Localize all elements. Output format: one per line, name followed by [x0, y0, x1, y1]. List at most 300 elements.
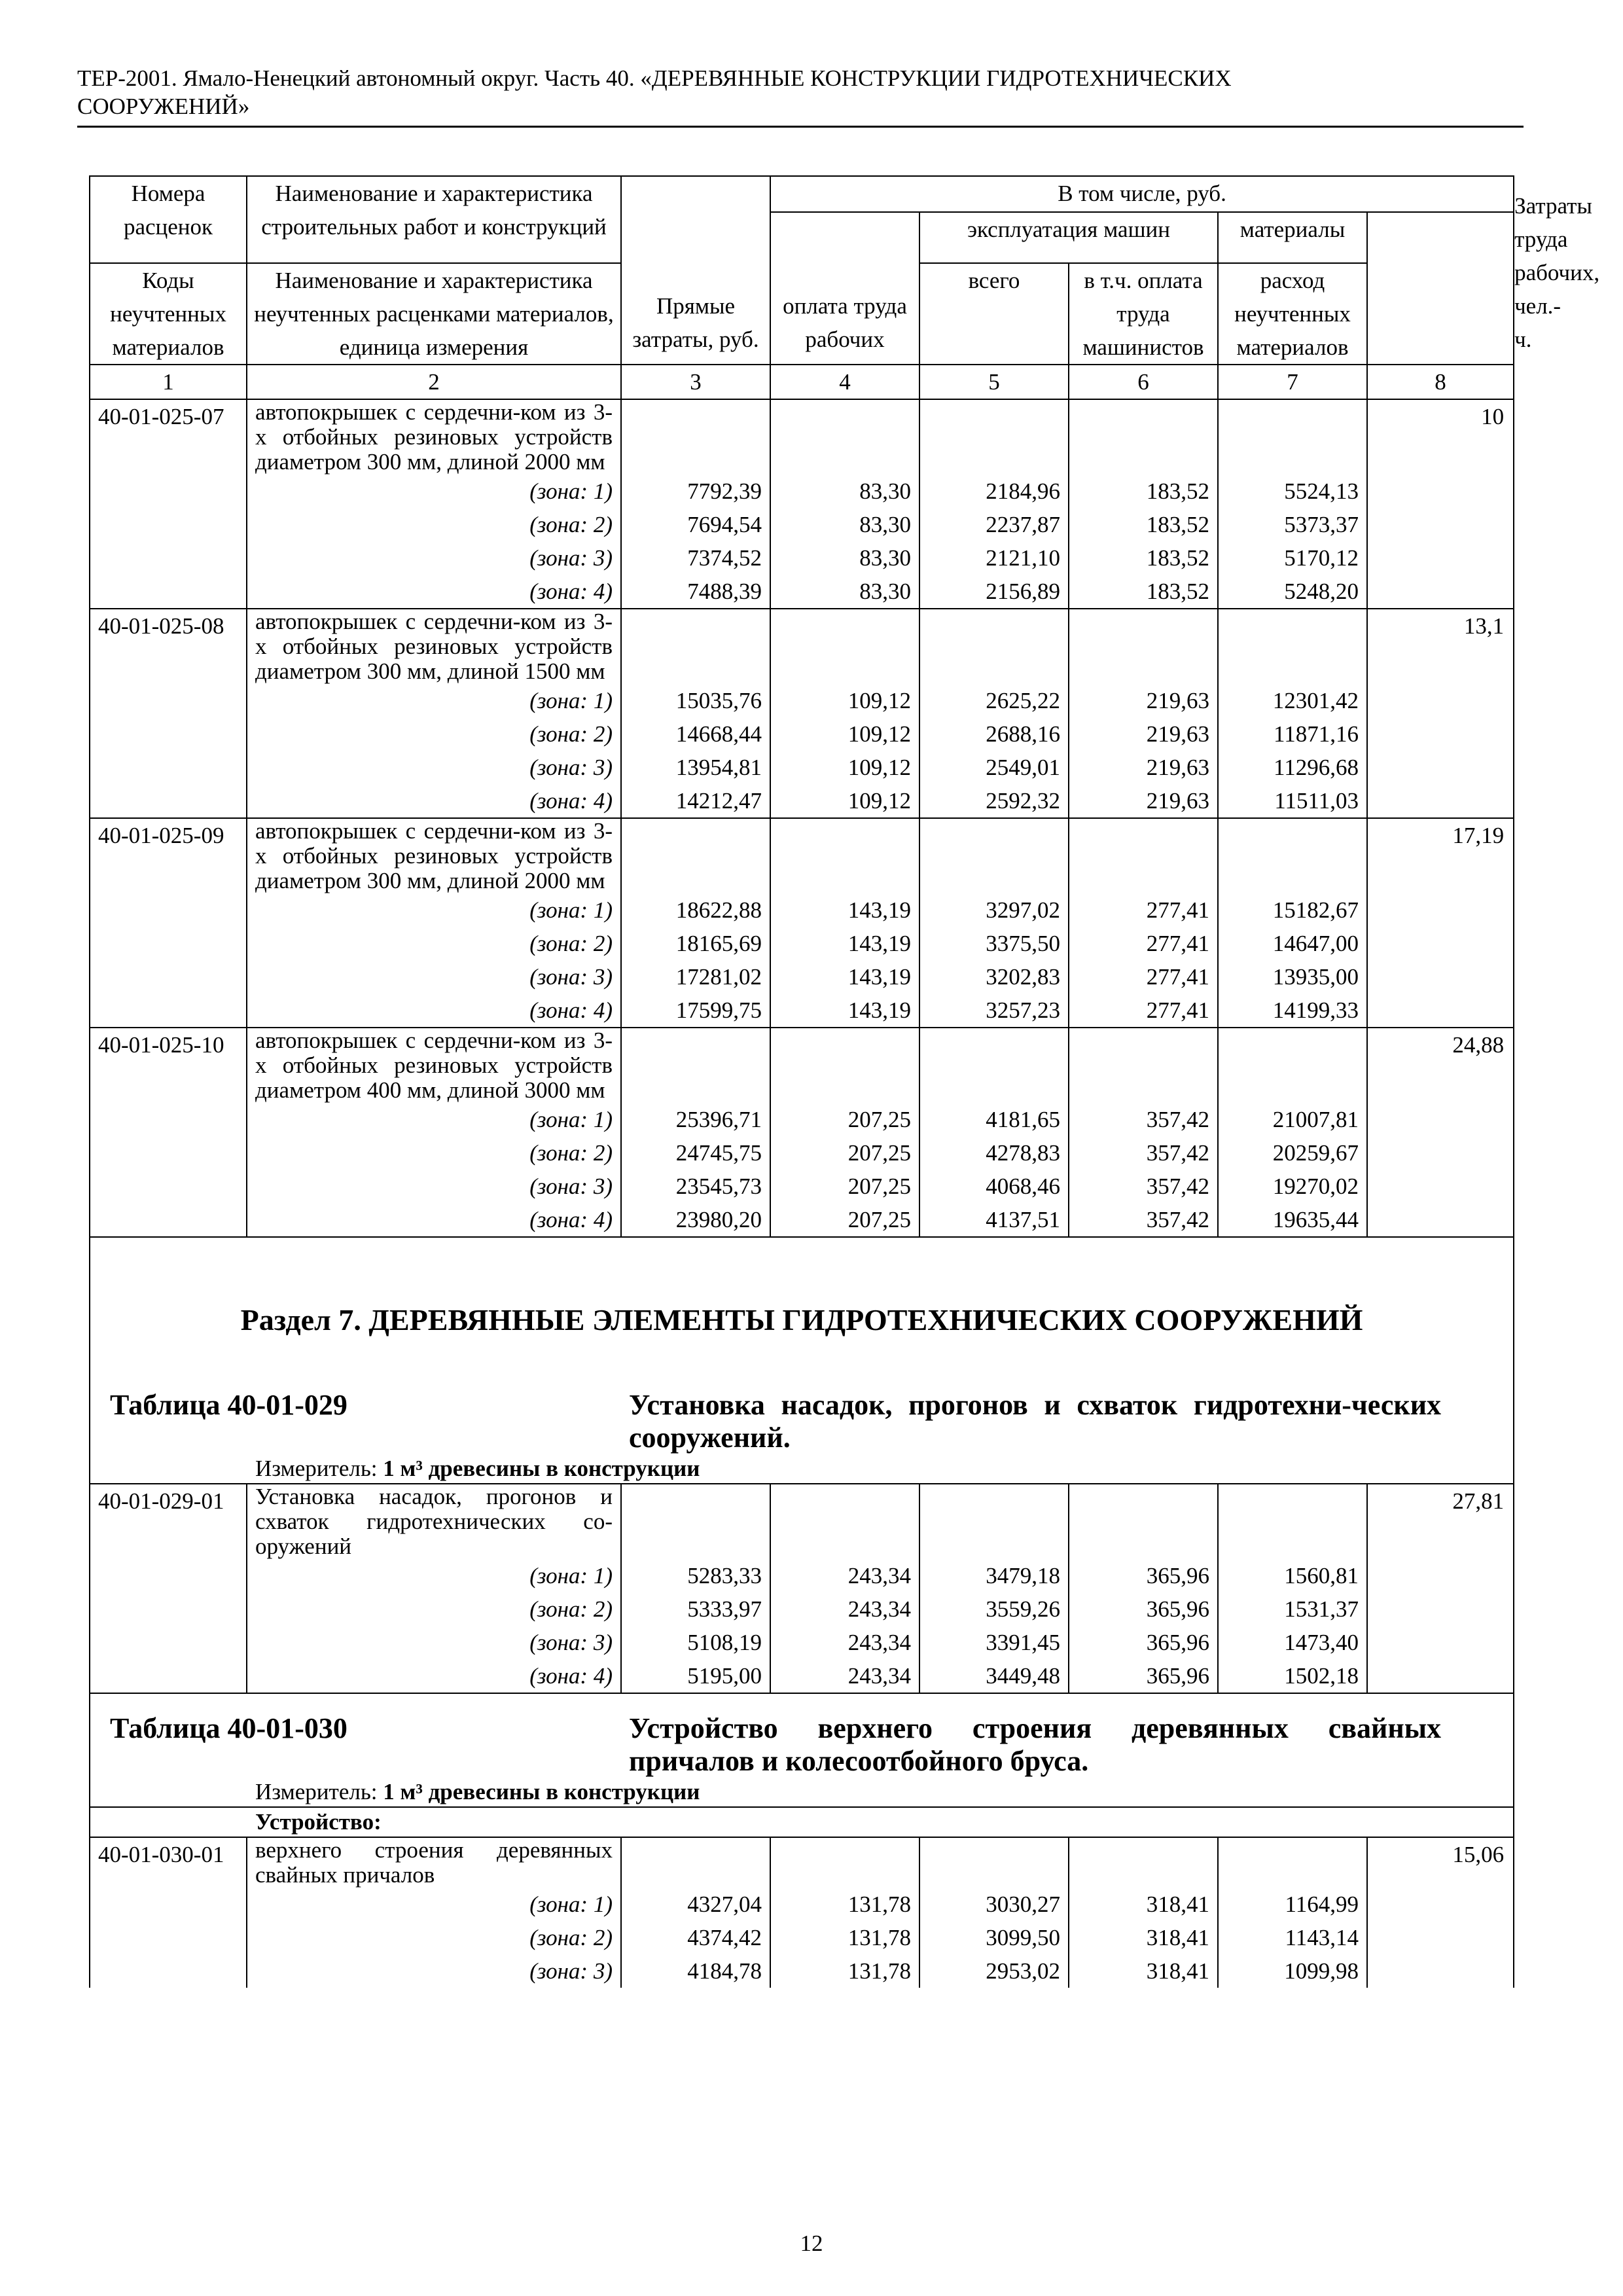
empty-cell — [1367, 784, 1514, 818]
zone-label: (зона: 3) — [247, 1954, 621, 1988]
zone-label: (зона: 3) — [247, 751, 621, 784]
empty-cell — [1069, 609, 1218, 684]
machines-header: эксплуатация машин — [919, 212, 1218, 263]
value-cell: 5108,19 — [621, 1626, 770, 1659]
empty-cell — [1367, 475, 1514, 508]
value-cell: 207,25 — [770, 1203, 919, 1237]
empty-cell — [90, 893, 247, 927]
value-cell: 15035,76 — [621, 684, 770, 717]
empty-cell — [90, 1559, 247, 1592]
value-cell: 3099,50 — [919, 1921, 1069, 1954]
value-cell: 24745,75 — [621, 1136, 770, 1170]
table-030-subheading: Устройство: — [255, 1809, 382, 1835]
value-cell: 131,78 — [770, 1888, 919, 1921]
rate-row — [90, 1484, 1514, 1559]
zone-row — [90, 994, 1514, 1028]
value-cell: 1502,18 — [1218, 1659, 1367, 1693]
labor-cost: 13,1 — [1367, 609, 1514, 684]
empty-cell — [90, 541, 247, 575]
empty-cell — [1218, 1484, 1367, 1559]
zone-row — [90, 960, 1514, 994]
zone-row — [90, 717, 1514, 751]
rate-description: автопокрышек с сердечни-ком из 3-х отбойных резиновых устройств диаметром 300 мм, длиной 2000 мм — [247, 818, 621, 893]
value-cell: 207,25 — [770, 1170, 919, 1203]
value-cell: 1560,81 — [1218, 1559, 1367, 1592]
empty-cell — [770, 399, 919, 475]
value-cell: 318,41 — [1069, 1954, 1218, 1988]
zone-label: (зона: 2) — [247, 1592, 621, 1626]
rates-table: Номера расценок Наименование и характеристика строительных работ и конструкций Прямые затраты, руб. В том числе, руб. Затраты труда рабочих, чел.-ч. оплата труда рабочих эксплуатация машин материалы Коды неучтенных материалов Наименование и характеристика неучтенных расценками материалов, единица измерения всего в т.ч. оплата труда машинистов расход неучтенных материалов 1 2 3 4 5 6 7 8 40-01-025-07 автопокрышек с сердечни-ком из 3-х отбойных резиновых устройств диаметром 300 мм, длиной 2000 мм 10 (зона: 1) 7792,39 83,30 2184,96 183,52 5524,13 (зона: 2) 7694,54 83,30 2237,87 183,52 5373,37 (зона: 3) 7374,52 83,30 2121,10 183,52 5170,12 (зона: 4) 7488,39 83,30 2156,89 183,52 5248,20 40-01-025-08 автопокрышек с сердечни-ком из 3-х отбойных резиновых устройств диаметром 300 мм, длиной 1500 мм 13,1 (зона: 1) 15035,76 109,12 2625,22 219,63 12301,42 (зона: 2) 14668,44 109,12 2688,16 219,63 11871,16 (зона: 3) 13954,81 109,12 2549,01 219,63 11296,68 (зона: 4) 14212,47 109,12 2592,32 219,63 11511,03 40-01-025-09 автопокрышек с сердечни-ком из 3-х отбойных резиновых устройств диаметром 300 мм, длиной 2000 мм 17,19 (зона: 1) 18622,88 143,19 3297,02 277,41 15182,67 (зона: 2) 18165,69 143,19 3375,50 277,41 14647,00 (зона: 3) 17281,02 143,19 3202,83 277,41 13935,00 (зона: 4) 17599,75 143,19 3257,23 277,41 14199,33 40-01-025-10 автопокрышек с сердечни-ком из 3-х отбойных резиновых устройств диаметром 400 мм, длиной 3000 мм 24,88 (зона: 1) 25396,71 207,25 4181,65 357,42 21007,81 (зона: 2) 24745,75 207,25 4278,83 357,42 20259,67 (зона: 3) 23545,73 207,25 4068,46 357,42 19270,02 (зона: 4) 23980,20 207,25 4137,51 357,42 19635,44 Раздел 7. ДЕРЕВЯННЫЕ ЭЛЕМЕНТЫ ГИДРОТЕХНИЧЕСКИХ СООРУЖЕНИЙ Таблица 40-01-029 Установка насадок, прогонов и схваток гидротехни-ческих сооружений. Измеритель: 1 м³ древесины в конструкции 40-01-029-01 Установка насадок, прогонов и схваток гидротехнических со-оружений 27,81 (зона: 1) 5283,33 243,34 3479,18 365,96 1560,81 (зона: 2) 5333,97 243,34 3559,26 365,96 1531,37 (зона: 3) 5108,19 243,34 3391,45 365,96 1473,40 (зона: 4) 5195,00 243,34 3449,48 365,96 1502,18 Таблица 40-01-030 Устройство верхнего строения деревянных свайных причалов и колесоотбойного бруса. Измеритель: 1 м³ древесины в конструкции Устройство: 40-01-030-01 верхнего строения деревянных свайных причалов 15,06 (зона: 1) 4327,04 131,78 3030,27 318,41 1164,99 (зона: 2) 4374,42 131,78 3099,50 318,41 1143,14 (зона: 3) 4184,78 131,78 2953,02 318,41 1099,98 — [89, 175, 1514, 1988]
empty-cell — [1367, 1888, 1514, 1921]
empty-cell — [621, 1484, 770, 1559]
value-cell: 14199,33 — [1218, 994, 1367, 1028]
value-cell: 243,34 — [770, 1559, 919, 1592]
value-cell: 83,30 — [770, 575, 919, 609]
value-cell: 2549,01 — [919, 751, 1069, 784]
empty-cell — [919, 399, 1069, 475]
value-cell: 357,42 — [1069, 1136, 1218, 1170]
table-029-measure — [90, 1454, 1513, 1483]
empty-cell — [1367, 1136, 1514, 1170]
rate-code: 40-01-025-07 — [90, 399, 247, 475]
empty-cell — [90, 1954, 247, 1988]
header-line-1: ТЕР-2001. Ямало-Ненецкий автономный округ. Часть 40. «ДЕРЕВЯННЫЕ КОНСТРУКЦИИ ГИДРОТЕХНИЧЕСКИХ — [77, 65, 1232, 91]
zone-label: (зона: 1) — [247, 1559, 621, 1592]
section-block — [90, 1237, 1514, 1484]
value-cell: 365,96 — [1069, 1559, 1218, 1592]
rate-code: 40-01-029-01 — [90, 1484, 247, 1559]
empty-cell — [1367, 1626, 1514, 1659]
value-cell: 5195,00 — [621, 1659, 770, 1693]
table-029-heading — [90, 1389, 1513, 1454]
measure-label: Измеритель: — [255, 1456, 378, 1481]
col-number: 7 — [1218, 365, 1367, 399]
empty-cell — [90, 684, 247, 717]
value-cell: 4374,42 — [621, 1921, 770, 1954]
value-cell: 3479,18 — [919, 1559, 1069, 1592]
col2-header-bottom: Наименование и характеристика неучтенных расценками материалов, единица измерения — [247, 263, 621, 365]
rate-row — [90, 399, 1514, 475]
empty-cell — [90, 784, 247, 818]
zone-label: (зона: 4) — [247, 784, 621, 818]
rate-description: автопокрышек с сердечни-ком из 3-х отбойных резиновых устройств диаметром 400 мм, длиной 3000 мм — [247, 1028, 621, 1103]
value-cell: 2237,87 — [919, 508, 1069, 541]
rate-row — [90, 1028, 1514, 1103]
value-cell: 2688,16 — [919, 717, 1069, 751]
empty-cell — [1069, 1484, 1218, 1559]
value-cell: 7488,39 — [621, 575, 770, 609]
value-cell: 207,25 — [770, 1103, 919, 1136]
labor-cost: 15,06 — [1367, 1837, 1514, 1888]
value-cell: 3449,48 — [919, 1659, 1069, 1693]
zone-row — [90, 1954, 1514, 1988]
value-cell: 14668,44 — [621, 717, 770, 751]
empty-cell — [1218, 1028, 1367, 1103]
value-cell: 219,63 — [1069, 717, 1218, 751]
value-cell: 12301,42 — [1218, 684, 1367, 717]
value-cell: 1164,99 — [1218, 1888, 1367, 1921]
value-cell: 365,96 — [1069, 1659, 1218, 1693]
value-cell: 243,34 — [770, 1626, 919, 1659]
value-cell: 4184,78 — [621, 1954, 770, 1988]
empty-cell — [919, 609, 1069, 684]
empty-cell — [1069, 399, 1218, 475]
empty-cell — [1367, 684, 1514, 717]
empty-cell — [90, 1592, 247, 1626]
value-cell: 2184,96 — [919, 475, 1069, 508]
value-cell: 318,41 — [1069, 1888, 1218, 1921]
empty-cell — [1218, 1837, 1367, 1888]
zone-row — [90, 1659, 1514, 1693]
table-030-title: Устройство верхнего строения деревянных свайных причалов и колесоотбойного бруса. — [629, 1712, 1442, 1777]
value-cell: 1473,40 — [1218, 1626, 1367, 1659]
empty-cell — [90, 1103, 247, 1136]
value-cell: 11511,03 — [1218, 784, 1367, 818]
empty-cell — [770, 1484, 919, 1559]
zone-label: (зона: 3) — [247, 1170, 621, 1203]
col-number: 8 — [1367, 365, 1514, 399]
empty-cell — [1069, 1837, 1218, 1888]
zone-row — [90, 508, 1514, 541]
rate-row — [90, 609, 1514, 684]
empty-cell — [621, 818, 770, 893]
zone-label: (зона: 3) — [247, 541, 621, 575]
empty-cell — [1218, 399, 1367, 475]
zone-label: (зона: 1) — [247, 1103, 621, 1136]
value-cell: 365,96 — [1069, 1626, 1218, 1659]
value-cell: 25396,71 — [621, 1103, 770, 1136]
value-cell: 1531,37 — [1218, 1592, 1367, 1626]
value-cell: 131,78 — [770, 1954, 919, 1988]
zone-label: (зона: 4) — [247, 994, 621, 1028]
value-cell: 3559,26 — [919, 1592, 1069, 1626]
empty-cell — [1367, 994, 1514, 1028]
empty-cell — [1367, 508, 1514, 541]
empty-cell — [919, 1837, 1069, 1888]
zone-row — [90, 541, 1514, 575]
value-cell: 5283,33 — [621, 1559, 770, 1592]
value-cell: 143,19 — [770, 893, 919, 927]
value-cell: 207,25 — [770, 1136, 919, 1170]
zone-row — [90, 575, 1514, 609]
value-cell: 4068,46 — [919, 1170, 1069, 1203]
empty-cell — [919, 818, 1069, 893]
empty-cell — [90, 1203, 247, 1237]
zone-row — [90, 1592, 1514, 1626]
page-number: 12 — [800, 2231, 823, 2256]
value-cell: 109,12 — [770, 784, 919, 818]
zone-label: (зона: 4) — [247, 1659, 621, 1693]
value-cell: 83,30 — [770, 508, 919, 541]
zone-label: (зона: 2) — [247, 508, 621, 541]
value-cell: 3375,50 — [919, 927, 1069, 960]
value-cell: 2625,22 — [919, 684, 1069, 717]
value-cell: 318,41 — [1069, 1921, 1218, 1954]
empty-cell — [90, 717, 247, 751]
empty-cell — [1218, 818, 1367, 893]
empty-cell — [90, 1888, 247, 1921]
empty-cell — [1367, 1592, 1514, 1626]
empty-cell — [90, 575, 247, 609]
col-number: 2 — [247, 365, 621, 399]
zone-label: (зона: 3) — [247, 1626, 621, 1659]
empty-cell — [90, 994, 247, 1028]
value-cell: 17281,02 — [621, 960, 770, 994]
empty-cell — [621, 399, 770, 475]
table-030-heading-row — [90, 1693, 1514, 1807]
value-cell: 14212,47 — [621, 784, 770, 818]
empty-cell — [1069, 818, 1218, 893]
header-line-2: СООРУЖЕНИЙ» — [77, 94, 250, 119]
measure-value: 1 м³ древесины в конструкции — [383, 1456, 700, 1481]
zone-row — [90, 475, 1514, 508]
value-cell: 13935,00 — [1218, 960, 1367, 994]
col2-header-top: Наименование и характеристика строительных работ и конструкций — [247, 176, 621, 263]
zone-row — [90, 1626, 1514, 1659]
zone-row — [90, 1103, 1514, 1136]
empty-cell — [90, 1659, 247, 1693]
value-cell: 277,41 — [1069, 927, 1218, 960]
empty-cell — [90, 927, 247, 960]
value-cell: 7694,54 — [621, 508, 770, 541]
empty-cell — [1218, 609, 1367, 684]
zone-row — [90, 1170, 1514, 1203]
empty-cell — [1367, 1954, 1514, 1988]
empty-cell — [770, 609, 919, 684]
value-cell: 365,96 — [1069, 1592, 1218, 1626]
value-cell: 5248,20 — [1218, 575, 1367, 609]
value-cell: 183,52 — [1069, 575, 1218, 609]
zone-label: (зона: 3) — [247, 960, 621, 994]
empty-cell — [1367, 1170, 1514, 1203]
value-cell: 2953,02 — [919, 1954, 1069, 1988]
empty-cell — [621, 1028, 770, 1103]
zone-label: (зона: 2) — [247, 717, 621, 751]
empty-cell — [1367, 927, 1514, 960]
rate-row — [90, 1837, 1514, 1888]
empty-cell — [90, 960, 247, 994]
rate-code: 40-01-025-08 — [90, 609, 247, 684]
empty-cell — [1367, 541, 1514, 575]
col-number: 3 — [621, 365, 770, 399]
value-cell: 1143,14 — [1218, 1921, 1367, 1954]
empty-cell — [919, 1484, 1069, 1559]
col-number: 6 — [1069, 365, 1218, 399]
col3-header: Прямые затраты, руб. — [621, 176, 770, 365]
section-title: Раздел 7. ДЕРЕВЯННЫЕ ЭЛЕМЕНТЫ ГИДРОТЕХНИЧЕСКИХ СООРУЖЕНИЙ — [240, 1303, 1363, 1336]
value-cell: 2156,89 — [919, 575, 1069, 609]
value-cell: 2592,32 — [919, 784, 1069, 818]
empty-cell — [770, 1028, 919, 1103]
empty-cell — [1367, 1559, 1514, 1592]
col4-header: оплата труда рабочих — [770, 212, 919, 365]
value-cell: 2121,10 — [919, 541, 1069, 575]
rate-code: 40-01-025-10 — [90, 1028, 247, 1103]
value-cell: 7374,52 — [621, 541, 770, 575]
rate-code: 40-01-025-09 — [90, 818, 247, 893]
value-cell: 3297,02 — [919, 893, 1069, 927]
value-cell: 109,12 — [770, 751, 919, 784]
value-cell: 83,30 — [770, 541, 919, 575]
empty-cell — [90, 475, 247, 508]
rate-row — [90, 818, 1514, 893]
value-cell: 143,19 — [770, 994, 919, 1028]
value-cell: 183,52 — [1069, 541, 1218, 575]
zone-row — [90, 751, 1514, 784]
empty-cell — [1367, 575, 1514, 609]
value-cell: 109,12 — [770, 717, 919, 751]
subheading-row — [90, 1807, 1514, 1837]
value-cell: 131,78 — [770, 1921, 919, 1954]
col5-header: всего — [919, 263, 1069, 365]
value-cell: 109,12 — [770, 684, 919, 717]
col1-header-bottom: Коды неучтенных материалов — [90, 263, 247, 365]
empty-cell — [1367, 1659, 1514, 1693]
zone-row — [90, 1888, 1514, 1921]
value-cell: 243,34 — [770, 1592, 919, 1626]
col7-header: расход неучтенных материалов — [1218, 263, 1367, 365]
value-cell: 4181,65 — [919, 1103, 1069, 1136]
value-cell: 13954,81 — [621, 751, 770, 784]
value-cell: 5524,13 — [1218, 475, 1367, 508]
value-cell: 243,34 — [770, 1659, 919, 1693]
value-cell: 277,41 — [1069, 893, 1218, 927]
value-cell: 20259,67 — [1218, 1136, 1367, 1170]
value-cell: 183,52 — [1069, 508, 1218, 541]
empty-cell — [621, 609, 770, 684]
value-cell: 1099,98 — [1218, 1954, 1367, 1988]
empty-cell — [1069, 1028, 1218, 1103]
zone-label: (зона: 4) — [247, 575, 621, 609]
empty-cell — [90, 1626, 247, 1659]
value-cell: 19270,02 — [1218, 1170, 1367, 1203]
zone-row — [90, 1921, 1514, 1954]
value-cell: 143,19 — [770, 927, 919, 960]
value-cell: 11296,68 — [1218, 751, 1367, 784]
rate-description: Установка насадок, прогонов и схваток гидротехнических со-оружений — [247, 1484, 621, 1559]
value-cell: 219,63 — [1069, 751, 1218, 784]
zone-label: (зона: 1) — [247, 1888, 621, 1921]
table-030-block — [90, 1693, 1514, 1807]
empty-cell — [1367, 893, 1514, 927]
section-row — [90, 1237, 1514, 1484]
zone-row — [90, 784, 1514, 818]
labor-cost: 10 — [1367, 399, 1514, 475]
page-header — [77, 64, 1524, 120]
empty-cell — [1367, 717, 1514, 751]
empty-cell — [1367, 1921, 1514, 1954]
value-cell: 18622,88 — [621, 893, 770, 927]
value-cell: 14647,00 — [1218, 927, 1367, 960]
col-number: 4 — [770, 365, 919, 399]
zone-label: (зона: 1) — [247, 893, 621, 927]
value-cell: 23980,20 — [621, 1203, 770, 1237]
labor-cost: 24,88 — [1367, 1028, 1514, 1103]
materials-header: материалы — [1218, 212, 1367, 263]
empty-cell — [90, 508, 247, 541]
table-029-number: Таблица 40-01-029 — [110, 1389, 348, 1421]
value-cell: 4327,04 — [621, 1888, 770, 1921]
header-rule — [77, 126, 1524, 128]
including-header: В том числе, руб. — [770, 176, 1514, 212]
zone-row — [90, 684, 1514, 717]
empty-cell — [1367, 960, 1514, 994]
empty-cell — [90, 1136, 247, 1170]
value-cell: 7792,39 — [621, 475, 770, 508]
value-cell: 83,30 — [770, 475, 919, 508]
value-cell: 143,19 — [770, 960, 919, 994]
empty-cell — [770, 1837, 919, 1888]
value-cell: 5373,37 — [1218, 508, 1367, 541]
table-030-measure — [90, 1778, 1513, 1806]
value-cell: 3391,45 — [919, 1626, 1069, 1659]
zone-row — [90, 927, 1514, 960]
col6-header: в т.ч. оплата труда машинистов — [1069, 263, 1218, 365]
empty-cell — [90, 1921, 247, 1954]
zone-row — [90, 1136, 1514, 1170]
col-number: 5 — [919, 365, 1069, 399]
value-cell: 183,52 — [1069, 475, 1218, 508]
rate-description: верхнего строения деревянных свайных причалов — [247, 1837, 621, 1888]
value-cell: 21007,81 — [1218, 1103, 1367, 1136]
value-cell: 219,63 — [1069, 784, 1218, 818]
zone-label: (зона: 2) — [247, 1136, 621, 1170]
zone-label: (зона: 2) — [247, 1921, 621, 1954]
labor-cost: 27,81 — [1367, 1484, 1514, 1559]
empty-cell — [770, 818, 919, 893]
rate-description: автопокрышек с сердечни-ком из 3-х отбойных резиновых устройств диаметром 300 мм, длиной 1500 мм — [247, 609, 621, 684]
value-cell: 357,42 — [1069, 1103, 1218, 1136]
value-cell: 3202,83 — [919, 960, 1069, 994]
zone-row — [90, 1203, 1514, 1237]
value-cell: 357,42 — [1069, 1203, 1218, 1237]
col-number: 1 — [90, 365, 247, 399]
value-cell: 3030,27 — [919, 1888, 1069, 1921]
value-cell: 277,41 — [1069, 960, 1218, 994]
col1-header-top: Номера расценок — [90, 176, 247, 263]
table-030-heading — [90, 1712, 1513, 1778]
value-cell: 19635,44 — [1218, 1203, 1367, 1237]
value-cell: 4278,83 — [919, 1136, 1069, 1170]
measure-label: Измеритель: — [255, 1779, 378, 1804]
value-cell: 357,42 — [1069, 1170, 1218, 1203]
zone-label: (зона: 4) — [247, 1203, 621, 1237]
zone-label: (зона: 1) — [247, 684, 621, 717]
empty-cell — [919, 1028, 1069, 1103]
value-cell: 219,63 — [1069, 684, 1218, 717]
value-cell: 3257,23 — [919, 994, 1069, 1028]
empty-cell — [90, 1170, 247, 1203]
rate-description: автопокрышек с сердечни-ком из 3-х отбойных резиновых устройств диаметром 300 мм, длиной 2000 мм — [247, 399, 621, 475]
empty-cell — [1367, 1103, 1514, 1136]
zone-row — [90, 893, 1514, 927]
zone-label: (зона: 2) — [247, 927, 621, 960]
empty-cell — [1367, 751, 1514, 784]
value-cell: 23545,73 — [621, 1170, 770, 1203]
value-cell: 277,41 — [1069, 994, 1218, 1028]
measure-value: 1 м³ древесины в конструкции — [383, 1779, 700, 1804]
labor-cost: 17,19 — [1367, 818, 1514, 893]
value-cell: 5333,97 — [621, 1592, 770, 1626]
subheading-cell — [90, 1807, 1514, 1837]
table-030-number: Таблица 40-01-030 — [110, 1712, 348, 1744]
value-cell: 5170,12 — [1218, 541, 1367, 575]
zone-label: (зона: 1) — [247, 475, 621, 508]
value-cell: 18165,69 — [621, 927, 770, 960]
zone-row — [90, 1559, 1514, 1592]
value-cell: 15182,67 — [1218, 893, 1367, 927]
value-cell: 17599,75 — [621, 994, 770, 1028]
